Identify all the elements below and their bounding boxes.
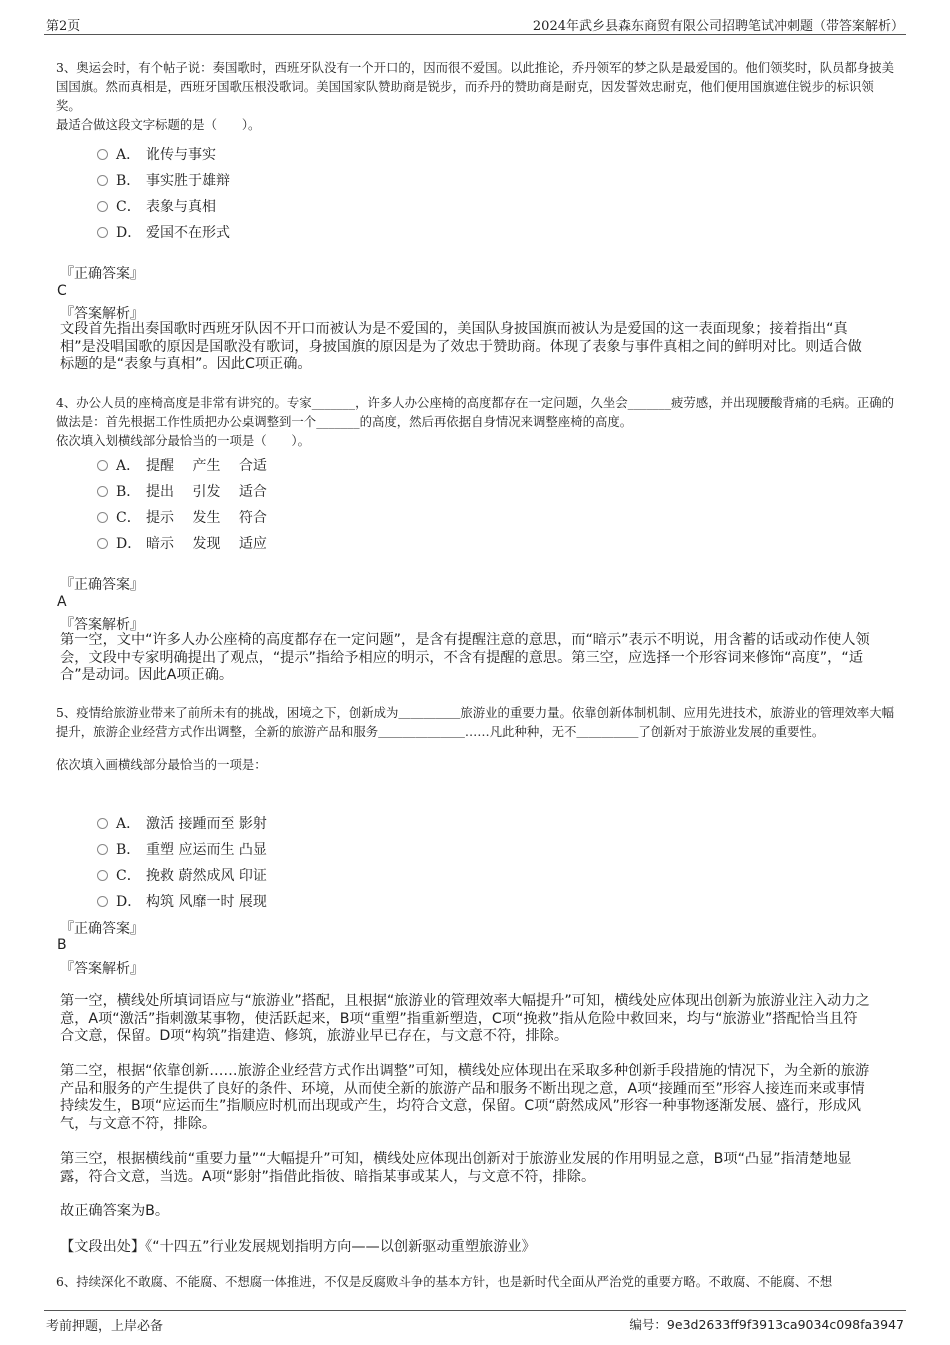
question-4-option-d[interactable]: D． 暗示 发现 适应 [97, 533, 267, 553]
radio-icon[interactable] [97, 844, 108, 855]
radio-icon[interactable] [97, 201, 108, 212]
footer-slogan: 考前押题，上岸必备 [46, 1319, 164, 1334]
question-3-option-b[interactable]: B． 事实胜于雄辩 [97, 170, 230, 190]
question-3-stem: 3、奥运会时，有个帖子说：奏国歌时，西班牙队没有一个开口的，因而很不爱国。以此推论，乔丹领军的梦之队是最爱国的。他们领奖时，队员都身披美国国旗。然而真相是，西班牙国歌压根没歌词。美国国家队赞助商是锐步，而乔丹的赞助商是耐克，因发誓效忠耐克，他们便用国旗遮住锐步的标识领奖。 最适合做这段文字标题的是（ ）。 [56, 58, 898, 134]
radio-icon[interactable] [97, 486, 108, 497]
page-footer [44, 1310, 906, 1333]
radio-icon[interactable] [97, 512, 108, 523]
question-3-option-a[interactable]: A． 讹传与事实 [97, 144, 216, 164]
question-3-option-c[interactable]: C． 表象与真相 [97, 196, 216, 216]
question-5-analysis-1: 第一空，横线处所填词语应与“旅游业”搭配，且根据“旅游业的管理效率大幅提升”可知，横线处应体现出创新为旅游业注入动力之意，A项“激活”指刺激某事物，使活跃起来，B项“重塑”指重新塑造，C项“挽救”指从危险中救回来，均与“旅游业”搭配恰当且符合文意，保留。D项“构筑”指建造、修筑，旅游业早已存在，与文意不符，排除。 [60, 993, 870, 1044]
answer-value: B [57, 937, 67, 953]
question-4-option-a[interactable]: A． 提醒 产生 合适 [97, 455, 267, 475]
question-5-analysis-2: 第二空，根据“依靠创新……旅游企业经营方式作出调整”可知，横线处应体现出在采取多种创新手段措施的情况下，为全新的旅游产品和服务的产生提供了良好的条件、环境，从而使全新的旅游产品和服务不断出现之意，A项“接踵而至”形容人接连而来或事情持续发生，B项“应运而生”指顺应时机而出现或产生，均符合文意，保留。C项“蔚然成风”形容一种事物逐渐发展、盛行，形成风气，与文意不符，排除。 [60, 1063, 870, 1132]
question-5-option-c[interactable]: C． 挽救 蔚然成风 印证 [97, 865, 267, 885]
page-header [44, 14, 906, 35]
question-6-stem: 6、持续深化不敢腐、不能腐、不想腐一体推进，不仅是反腐败斗争的基本方针，也是新时代全面从严治党的重要方略。不敢腐、不能腐、不想 [56, 1274, 833, 1289]
question-4-analysis: 第一空，文中“许多人办公座椅的高度都存在一定问题”，是含有提醒注意的意思，而“暗示”表示不明说，用含蓄的话或动作使人领会，文段中专家明确提出了观点，“提示”指给予相应的明示，不含有提醒的意思。第三空，应选择一个形容词来修饰“高度”，“适合”是动词。因此A项正确。 [60, 632, 870, 683]
answer-label: 『正确答案』 [60, 266, 144, 282]
question-5-stem: 5、疫情给旅游业带来了前所未有的挑战，困境之下，创新成为＿＿＿＿＿旅游业的重要力量。依靠创新体制机制、应用先进技术，旅游业的管理效率大幅提升，旅游企业经营方式作出调整，全新的旅游产品和服务＿＿＿＿＿＿＿……凡此种种，无不＿＿＿＿＿了创新对于旅游业发展的重要性。 依次填入画横线部分最恰当的一项是： [56, 703, 898, 774]
question-5-source: 【文段出处】《“十四五”行业发展规划指明方向——以创新驱动重塑旅游业》 [60, 1239, 536, 1255]
radio-icon[interactable] [97, 227, 108, 238]
radio-icon[interactable] [97, 538, 108, 549]
radio-icon[interactable] [97, 818, 108, 829]
question-5-prompt: 依次填入画横线部分最恰当的一项是： [56, 757, 267, 772]
question-5-option-b[interactable]: B． 重塑 应运而生 凸显 [97, 839, 267, 859]
analysis-label: 『答案解析』 [60, 961, 144, 977]
radio-icon[interactable] [97, 149, 108, 160]
radio-icon[interactable] [97, 870, 108, 881]
question-5-option-d[interactable]: D． 构筑 风靡一时 展现 [97, 891, 267, 911]
question-5-option-a[interactable]: A． 激活 接踵而至 影射 [97, 813, 267, 833]
question-5-analysis-3: 第三空，根据横线前“重要力量”“大幅提升”可知，横线处应体现出创新对于旅游业发展的作用明显之意，B项“凸显”指清楚地显露，符合文意，当选。A项“影射”指借此指彼、暗指某事或某人，与文意不符，排除。 [60, 1151, 852, 1185]
answer-label: 『正确答案』 [60, 921, 144, 937]
answer-value: C [57, 283, 67, 299]
question-3-prompt: 最适合做这段文字标题的是（ ）。 [56, 117, 261, 132]
analysis-label: 『答案解析』 [60, 306, 144, 322]
document-title: 2024年武乡县森东商贸有限公司招聘笔试冲刺题（带答案解析） [532, 19, 904, 34]
question-4-option-c[interactable]: C． 提示 发生 符合 [97, 507, 267, 527]
radio-icon[interactable] [97, 460, 108, 471]
question-3-option-d[interactable]: D． 爱国不在形式 [97, 222, 230, 242]
radio-icon[interactable] [97, 896, 108, 907]
question-4-option-b[interactable]: B． 提出 引发 适合 [97, 481, 267, 501]
answer-label: 『正确答案』 [60, 577, 144, 593]
question-3-analysis: 文段首先指出奏国歌时西班牙队因不开口而被认为是不爱国的，美国队身披国旗而被认为是爱国的这一表面现象；接着指出“真相”是没唱国歌的原因是国歌没有歌词，身披国旗的原因是为了效忠于赞助商。体现了表象与事件真相之间的鲜明对比。则适合做标题的是“表象与真相”。因此C项正确。 [60, 321, 862, 372]
question-4-stem: 4、办公人员的座椅高度是非常有讲究的。专家_______，许多人办公座椅的高度都存在一定问题，久坐会_______疲劳感，并出现腰酸背痛的毛病。正确的做法是：首先根据工作性质把办公桌调整到一个_______的高度，然后再依据自身情况来调整座椅的高度。 依次填入划横线部分最恰当的一项是（ ）。 [56, 393, 898, 450]
question-4-prompt: 依次填入划横线部分最恰当的一项是（ ）。 [56, 433, 311, 448]
question-5-conclusion: 故正确答案为B。 [60, 1203, 170, 1219]
document-code: 编号：9e3d2633ff9f3913ca9034c098fa3947 [629, 1317, 904, 1332]
answer-value: A [57, 594, 67, 610]
page-number: 第2页 [46, 19, 81, 34]
radio-icon[interactable] [97, 175, 108, 186]
analysis-label: 『答案解析』 [60, 617, 144, 633]
